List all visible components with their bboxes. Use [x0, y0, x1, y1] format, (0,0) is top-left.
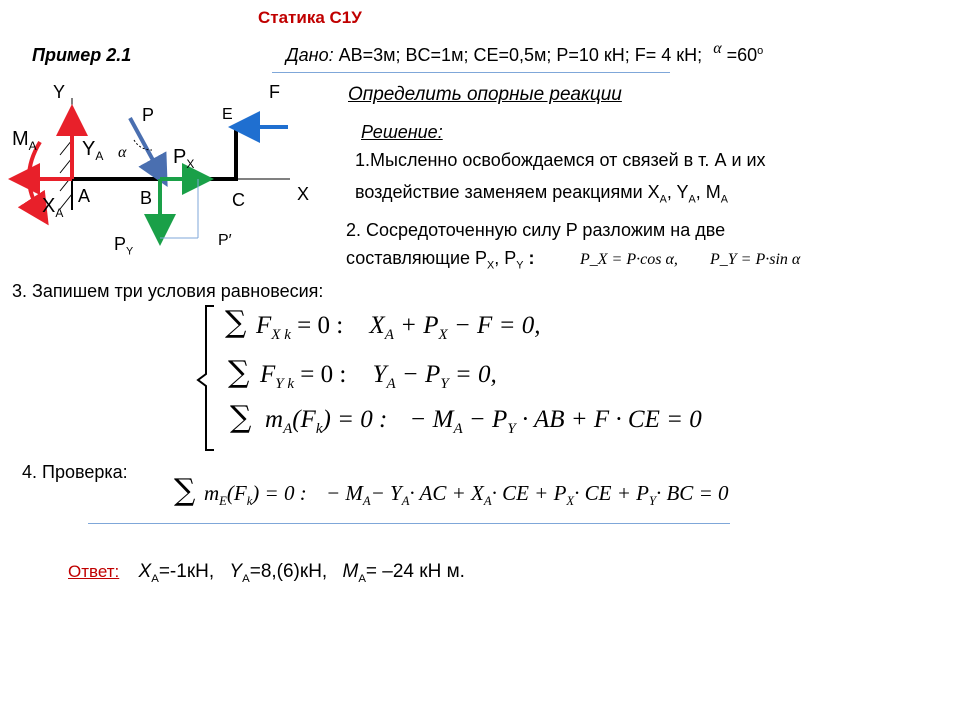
eq-text: F — [256, 312, 272, 339]
eq-text: − M — [325, 481, 363, 505]
check-equation — [204, 481, 729, 509]
eq-text: − P — [401, 361, 441, 388]
step2-sub: X — [487, 259, 495, 272]
answer-text: = –24 кН м. — [365, 561, 465, 582]
eq-text: − Y — [370, 481, 402, 505]
given-prefix: Дано: — [286, 45, 334, 65]
py-label — [114, 234, 133, 258]
px-formula: P_X = P·cos α, — [580, 251, 678, 268]
task-text: Определить опорные реакции — [348, 84, 622, 105]
step2-sub: Y — [516, 259, 524, 272]
pprime-label: P′ — [218, 232, 232, 249]
answer-text: M — [342, 561, 359, 582]
example-label: Пример 2.1 — [32, 45, 132, 65]
label-text: P — [114, 234, 127, 254]
eq-text: = 0 : — [300, 361, 347, 388]
given-values: AB=3м; BC=1м; CE=0,5м; P=10 кН; F= 4 кН; — [338, 45, 703, 65]
step1-line2 — [355, 182, 728, 206]
step1-line1: 1.Мысленно освобождаемся от связей в т. А и их — [355, 150, 766, 170]
eq-sub: Y — [648, 494, 656, 509]
step2-text: , P — [494, 248, 517, 268]
eq-text: · CE + P — [491, 481, 567, 505]
eq-text: X — [369, 312, 385, 339]
answer-text: =-1кН, — [158, 561, 215, 582]
answer-line — [68, 561, 465, 585]
eq-text: · AC + X — [409, 481, 484, 505]
xa-label — [42, 195, 63, 220]
p-label: P — [142, 105, 155, 125]
step2-line1: 2. Сосредоточенную силу P разложим на две — [346, 220, 726, 240]
eq-sub: X — [566, 494, 575, 509]
eq-sub: Y — [507, 421, 516, 437]
check-underline — [88, 523, 730, 524]
sum-symbol: ∑ — [225, 305, 247, 340]
x-axis-label: X — [297, 184, 310, 204]
answer-label: Ответ: — [68, 562, 120, 581]
beam-diagram — [0, 80, 340, 280]
px-label — [173, 146, 194, 171]
equation-1 — [256, 312, 540, 344]
system-brace — [196, 304, 220, 454]
eq-text: m — [265, 406, 284, 433]
eq-text: ) = 0 : — [252, 481, 307, 505]
ya-label — [82, 138, 103, 163]
sum-symbol: ∑ — [174, 473, 196, 508]
step1-sub: A — [688, 193, 696, 206]
solution-label: Решение: — [361, 122, 443, 142]
step4-heading: 4. Проверка: — [22, 462, 128, 482]
eq-sub: X k — [271, 327, 291, 343]
eq-text: − P — [468, 406, 508, 433]
point-a-label: A — [78, 186, 91, 206]
label-sub: A — [28, 139, 37, 153]
answer-text: Y — [229, 561, 243, 582]
eq-sub: A — [283, 421, 293, 437]
eq-text: = 0, — [454, 361, 497, 388]
alpha-label: α — [118, 144, 127, 161]
answer-sub: A — [151, 572, 159, 585]
eq-sub: E — [219, 494, 227, 509]
given-underline — [272, 72, 670, 73]
eq-sub: A — [386, 376, 396, 392]
py-formula: P_Y = P·sin α — [710, 251, 801, 268]
step3-heading: 3. Запишем три условия равновесия: — [12, 281, 324, 301]
label-sub: X — [186, 157, 195, 171]
alpha-value: =60 — [726, 45, 758, 65]
eq-text: (F — [226, 481, 247, 505]
step2-line2 — [346, 248, 534, 272]
label-text: P — [173, 146, 187, 168]
eq-text: − M — [409, 406, 454, 433]
step1-sub: A — [659, 193, 667, 206]
eq-text: ) = 0 : — [322, 406, 388, 433]
label-sub: Y — [126, 245, 134, 258]
step1-text: , Y — [666, 182, 689, 202]
label-text: M — [12, 128, 29, 150]
eq-sub: k — [315, 421, 323, 437]
sum-symbol: ∑ — [230, 400, 252, 435]
point-b-label: B — [140, 188, 153, 208]
sum-symbol: ∑ — [228, 355, 250, 390]
label-text: Y — [82, 138, 96, 160]
equation-2 — [260, 361, 497, 393]
eq-sub: A — [483, 494, 492, 509]
eq-text: (F — [292, 406, 316, 433]
eq-sub: A — [401, 494, 410, 509]
label-sub: A — [55, 206, 64, 220]
eq-text: = 0 : — [297, 312, 344, 339]
step1-text: воздействие заменяем реакциями X — [355, 182, 660, 202]
eq-text: · CE + P — [574, 481, 649, 505]
eq-text: + P — [400, 312, 439, 339]
eq-sub: Y k — [275, 376, 295, 392]
step1-sub: A — [720, 193, 728, 206]
y-axis-label: Y — [53, 82, 66, 102]
page-title: Статика С1У — [258, 8, 362, 27]
label-sub: A — [95, 149, 104, 163]
answer-text: =8,(6)кН, — [249, 561, 328, 582]
step2-colon: : — [523, 248, 535, 268]
f-label: F — [269, 82, 280, 102]
eq-text: − F = 0, — [453, 312, 541, 339]
degree-mark: o — [757, 45, 764, 57]
alpha-symbol: α — [713, 40, 722, 57]
eq-sub: k — [246, 494, 253, 509]
eq-text: m — [204, 481, 220, 505]
p-force — [130, 118, 160, 173]
point-c-label: C — [232, 190, 245, 210]
eq-sub: A — [384, 327, 394, 343]
eq-sub: X — [438, 327, 448, 343]
step2-text: составляющие P — [346, 248, 488, 268]
equation-3 — [265, 406, 702, 438]
eq-text: · AB + F · CE = 0 — [521, 406, 702, 433]
eq-sub: A — [453, 421, 463, 437]
ma-label — [12, 128, 37, 153]
eq-text: · BC = 0 — [655, 481, 729, 505]
answer-sub: A — [358, 572, 366, 585]
step1-text: , M — [695, 182, 721, 202]
answer-text: X — [138, 561, 152, 582]
label-text: X — [42, 195, 56, 217]
answer-sub: A — [242, 572, 250, 585]
eq-text: F — [260, 361, 276, 388]
eq-sub: A — [362, 494, 371, 509]
given-line — [286, 40, 764, 66]
e-label: E — [222, 106, 233, 123]
eq-sub: Y — [440, 376, 449, 392]
eq-text: Y — [372, 361, 387, 388]
